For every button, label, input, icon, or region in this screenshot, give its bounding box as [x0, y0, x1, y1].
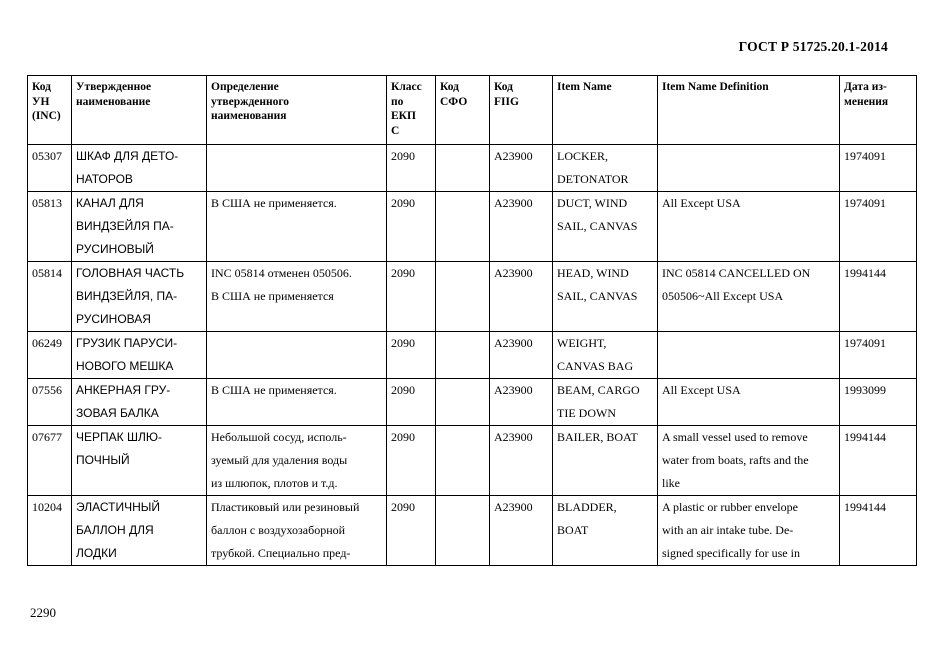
- table-row: [28, 332, 917, 379]
- cell-line: НАТОРОВ: [76, 172, 133, 186]
- cell-approved-name: [72, 426, 207, 496]
- cell-line: баллон с воздухозаборной: [211, 523, 346, 537]
- cell-line: В США не применяется.: [211, 383, 337, 397]
- table-row: [28, 192, 917, 262]
- cell-change-date: 1974091: [840, 332, 917, 379]
- cell-line: НОВОГО МЕШКА: [76, 359, 174, 373]
- cell-fiig-code: A23900: [490, 192, 553, 262]
- cell-line: ШКАФ ДЛЯ ДЕТО-: [76, 149, 179, 163]
- cell-code: 05814: [28, 262, 72, 332]
- cell-line: ЭЛАСТИЧНЫЙ: [76, 500, 160, 514]
- cell-line: SAIL, CANVAS: [557, 289, 638, 303]
- cell-sfo-code: [436, 145, 490, 192]
- header-line: Код: [440, 81, 460, 93]
- table-row: [28, 426, 917, 496]
- cell-line: ВИНДЗЕЙЛЯ, ПА-: [76, 289, 178, 303]
- cell-fiig-code: A23900: [490, 379, 553, 426]
- cell-item-name-definition: [658, 426, 840, 496]
- cell-approved-name: [72, 145, 207, 192]
- cell-sfo-code: [436, 332, 490, 379]
- header-item-name: [553, 76, 658, 145]
- header-code-un: [28, 76, 72, 145]
- header-line: FIIG: [494, 95, 519, 108]
- cell-line: 050506~All Except USA: [662, 289, 784, 303]
- cell-class: 2090: [387, 145, 436, 192]
- cell-line: with an air intake tube. De-: [662, 523, 794, 537]
- header-line: менения: [844, 95, 889, 108]
- cell-code: 07677: [28, 426, 72, 496]
- cell-line: трубкой. Специально пред-: [211, 546, 351, 560]
- table-body: [28, 145, 917, 566]
- header-approved-name: [72, 76, 207, 145]
- document-title: ГОСТ Р 51725.20.1-2014: [738, 39, 888, 54]
- cell-item-name-definition: [658, 262, 840, 332]
- cell-definition: [207, 379, 387, 426]
- cell-class: 2090: [387, 332, 436, 379]
- cell-item-name: [553, 426, 658, 496]
- header-line: ЕКП: [391, 110, 416, 122]
- header-line: наименование: [76, 95, 151, 108]
- header-definition: [207, 76, 387, 145]
- cell-item-name-definition: [658, 192, 840, 262]
- cell-code: 05813: [28, 192, 72, 262]
- header-line: Код: [32, 81, 52, 93]
- cell-sfo-code: [436, 426, 490, 496]
- cell-line: INC 05814 CANCELLED ON: [662, 266, 811, 280]
- nomenclature-table: [27, 75, 917, 566]
- cell-line: DETONATOR: [557, 172, 629, 186]
- cell-line: ГОЛОВНАЯ ЧАСТЬ: [76, 266, 185, 280]
- header-line: по: [391, 95, 404, 108]
- cell-line: зуемый для удаления воды: [211, 453, 348, 467]
- cell-class: 2090: [387, 496, 436, 566]
- cell-fiig-code: A23900: [490, 262, 553, 332]
- cell-change-date: 1993099: [840, 379, 917, 426]
- header-sfo-code: [436, 76, 490, 145]
- cell-definition: [207, 192, 387, 262]
- cell-line: WEIGHT,: [557, 336, 607, 350]
- header-line: Класс: [391, 81, 422, 93]
- cell-line: ВИНДЗЕЙЛЯ ПА-: [76, 219, 174, 233]
- header-item-name-definition: [658, 76, 840, 145]
- cell-change-date: 1994144: [840, 426, 917, 496]
- cell-approved-name: [72, 192, 207, 262]
- cell-definition: [207, 262, 387, 332]
- header-line: УН: [32, 95, 50, 108]
- cell-definition: [207, 145, 387, 192]
- cell-sfo-code: [436, 262, 490, 332]
- header-line: утвержденного: [211, 95, 290, 108]
- table-row: [28, 262, 917, 332]
- cell-item-name-definition: [658, 496, 840, 566]
- header-line: С: [391, 124, 400, 137]
- cell-class: 2090: [387, 426, 436, 496]
- cell-line: A small vessel used to remove: [662, 430, 808, 444]
- cell-item-name-definition: [658, 332, 840, 379]
- cell-fiig-code: A23900: [490, 145, 553, 192]
- cell-line: В США не применяется: [211, 289, 334, 303]
- cell-definition: [207, 426, 387, 496]
- cell-line: Небольшой сосуд, исполь-: [211, 430, 347, 444]
- cell-line: BAILER, BOAT: [557, 430, 638, 444]
- cell-sfo-code: [436, 192, 490, 262]
- header-line: Item Name: [557, 81, 612, 93]
- table-row: [28, 145, 917, 192]
- cell-line: ПОЧНЫЙ: [76, 453, 130, 467]
- cell-code: 06249: [28, 332, 72, 379]
- cell-class: 2090: [387, 192, 436, 262]
- cell-code: 07556: [28, 379, 72, 426]
- cell-item-name: [553, 496, 658, 566]
- cell-line: ЧЕРПАК ШЛЮ-: [76, 430, 162, 444]
- cell-item-name: [553, 192, 658, 262]
- cell-line: из шлюпок, плотов и т.д.: [211, 476, 338, 490]
- cell-line: КАНАЛ ДЛЯ: [76, 196, 144, 210]
- cell-line: TIE DOWN: [557, 406, 616, 420]
- cell-code: 10204: [28, 496, 72, 566]
- cell-item-name-definition: [658, 145, 840, 192]
- cell-change-date: 1974091: [840, 145, 917, 192]
- cell-line: Пластиковый или резиновый: [211, 500, 360, 514]
- cell-line: CANVAS BAG: [557, 359, 634, 373]
- cell-class: 2090: [387, 262, 436, 332]
- header-line: (INC): [32, 110, 61, 122]
- header-line: наименования: [211, 110, 287, 122]
- cell-line: INC 05814 отменен 050506.: [211, 266, 352, 280]
- cell-line: РУСИНОВЫЙ: [76, 242, 154, 256]
- cell-approved-name: [72, 332, 207, 379]
- cell-item-name: [553, 379, 658, 426]
- cell-fiig-code: A23900: [490, 496, 553, 566]
- cell-line: like: [662, 476, 680, 490]
- cell-line: ГРУЗИК ПАРУСИ-: [76, 336, 178, 350]
- cell-line: БАЛЛОН ДЛЯ: [76, 523, 154, 537]
- cell-definition: [207, 332, 387, 379]
- cell-line: BOAT: [557, 523, 589, 537]
- cell-approved-name: [72, 262, 207, 332]
- header-class: [387, 76, 436, 145]
- header-line: Дата из-: [844, 81, 887, 93]
- page-number: 2290: [30, 605, 56, 620]
- cell-definition: [207, 496, 387, 566]
- cell-line: SAIL, CANVAS: [557, 219, 638, 233]
- cell-class: 2090: [387, 379, 436, 426]
- cell-approved-name: [72, 379, 207, 426]
- cell-line: A plastic or rubber envelope: [662, 500, 798, 514]
- header-line: Код: [494, 81, 514, 93]
- header-line: Утвержденное: [76, 81, 152, 93]
- cell-line: All Except USA: [662, 196, 741, 210]
- cell-line: В США не применяется.: [211, 196, 337, 210]
- cell-line: All Except USA: [662, 383, 741, 397]
- cell-line: АНКЕРНАЯ ГРУ-: [76, 383, 171, 397]
- cell-fiig-code: A23900: [490, 426, 553, 496]
- cell-line: BEAM, CARGO: [557, 383, 640, 397]
- cell-line: water from boats, rafts and the: [662, 453, 809, 467]
- cell-sfo-code: [436, 379, 490, 426]
- header-change-date: [840, 76, 917, 145]
- cell-line: DUCT, WIND: [557, 196, 628, 210]
- cell-item-name-definition: [658, 379, 840, 426]
- header-line: СФО: [440, 95, 468, 108]
- cell-line: LOCKER,: [557, 149, 608, 163]
- cell-item-name: [553, 145, 658, 192]
- header-fiig-code: [490, 76, 553, 145]
- cell-change-date: 1994144: [840, 262, 917, 332]
- cell-line: РУСИНОВАЯ: [76, 312, 151, 326]
- cell-item-name: [553, 262, 658, 332]
- header-line: Определение: [211, 81, 279, 93]
- cell-code: 05307: [28, 145, 72, 192]
- cell-line: BLADDER,: [557, 500, 617, 514]
- cell-sfo-code: [436, 496, 490, 566]
- cell-line: ЛОДКИ: [76, 546, 117, 560]
- table-row: [28, 496, 917, 566]
- cell-approved-name: [72, 496, 207, 566]
- cell-line: signed specifically for use in: [662, 546, 800, 560]
- table-row: [28, 379, 917, 426]
- header-line: Item Name Definition: [662, 81, 769, 93]
- cell-fiig-code: A23900: [490, 332, 553, 379]
- cell-change-date: 1994144: [840, 496, 917, 566]
- cell-line: ЗОВАЯ БАЛКА: [76, 406, 159, 420]
- cell-line: HEAD, WIND: [557, 266, 629, 280]
- cell-item-name: [553, 332, 658, 379]
- cell-change-date: 1974091: [840, 192, 917, 262]
- table-header-row: [28, 76, 917, 145]
